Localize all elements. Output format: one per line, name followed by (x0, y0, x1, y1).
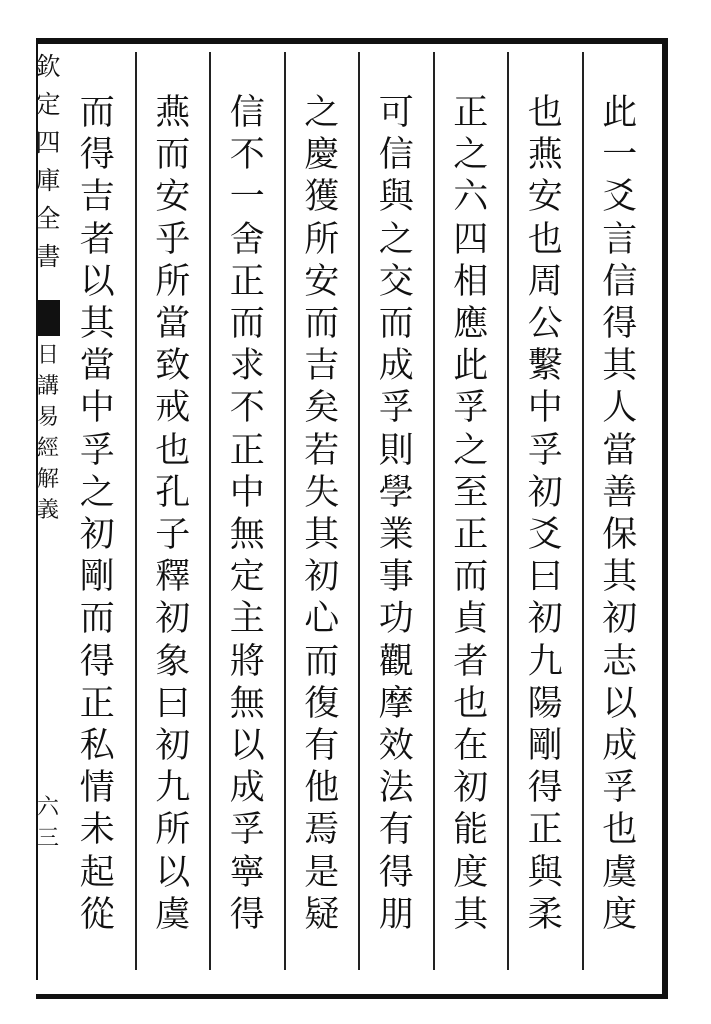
text-column: 也 燕 安 也 周 公 繫 中 孚 初 爻 曰 初 九 陽 剛 得 正 與 柔 (507, 52, 582, 970)
fish-tail-mark (36, 300, 60, 336)
text-column: 正 之 六 四 相 應 此 孚 之 至 正 而 貞 者 也 在 初 能 度 其 (433, 52, 508, 970)
text-column: 而 得 吉 者 以 其 當 中 孚 之 初 剛 而 得 正 私 情 未 起 從 (79, 93, 115, 935)
book-series-title: 欽 定 四 庫 全 書 (35, 52, 61, 271)
text-column: 之 慶 獲 所 安 而 吉 矣 若 失 其 初 心 而 復 有 他 焉 是 疑 (284, 52, 359, 970)
text-column: 信 不 一 舍 正 而 求 不 正 中 無 定 主 將 無 以 成 孚 寧 得 (209, 52, 284, 970)
book-title: 日 講 易 經 解 義 (36, 343, 59, 523)
text-column: 此 一 爻 言 信 得 其 人 當 善 保 其 初 志 以 成 孚 也 虞 度 (582, 52, 657, 970)
page-number: 六三 (36, 795, 59, 851)
text-column: 燕 而 安 乎 所 當 致 戒 也 孔 子 釋 初 象 曰 初 九 所 以 虞 (135, 52, 210, 970)
text-columns (60, 52, 656, 970)
text-column: 可 信 與 之 交 而 成 孚 則 學 業 事 功 觀 摩 效 法 有 得 朋 (358, 52, 433, 970)
